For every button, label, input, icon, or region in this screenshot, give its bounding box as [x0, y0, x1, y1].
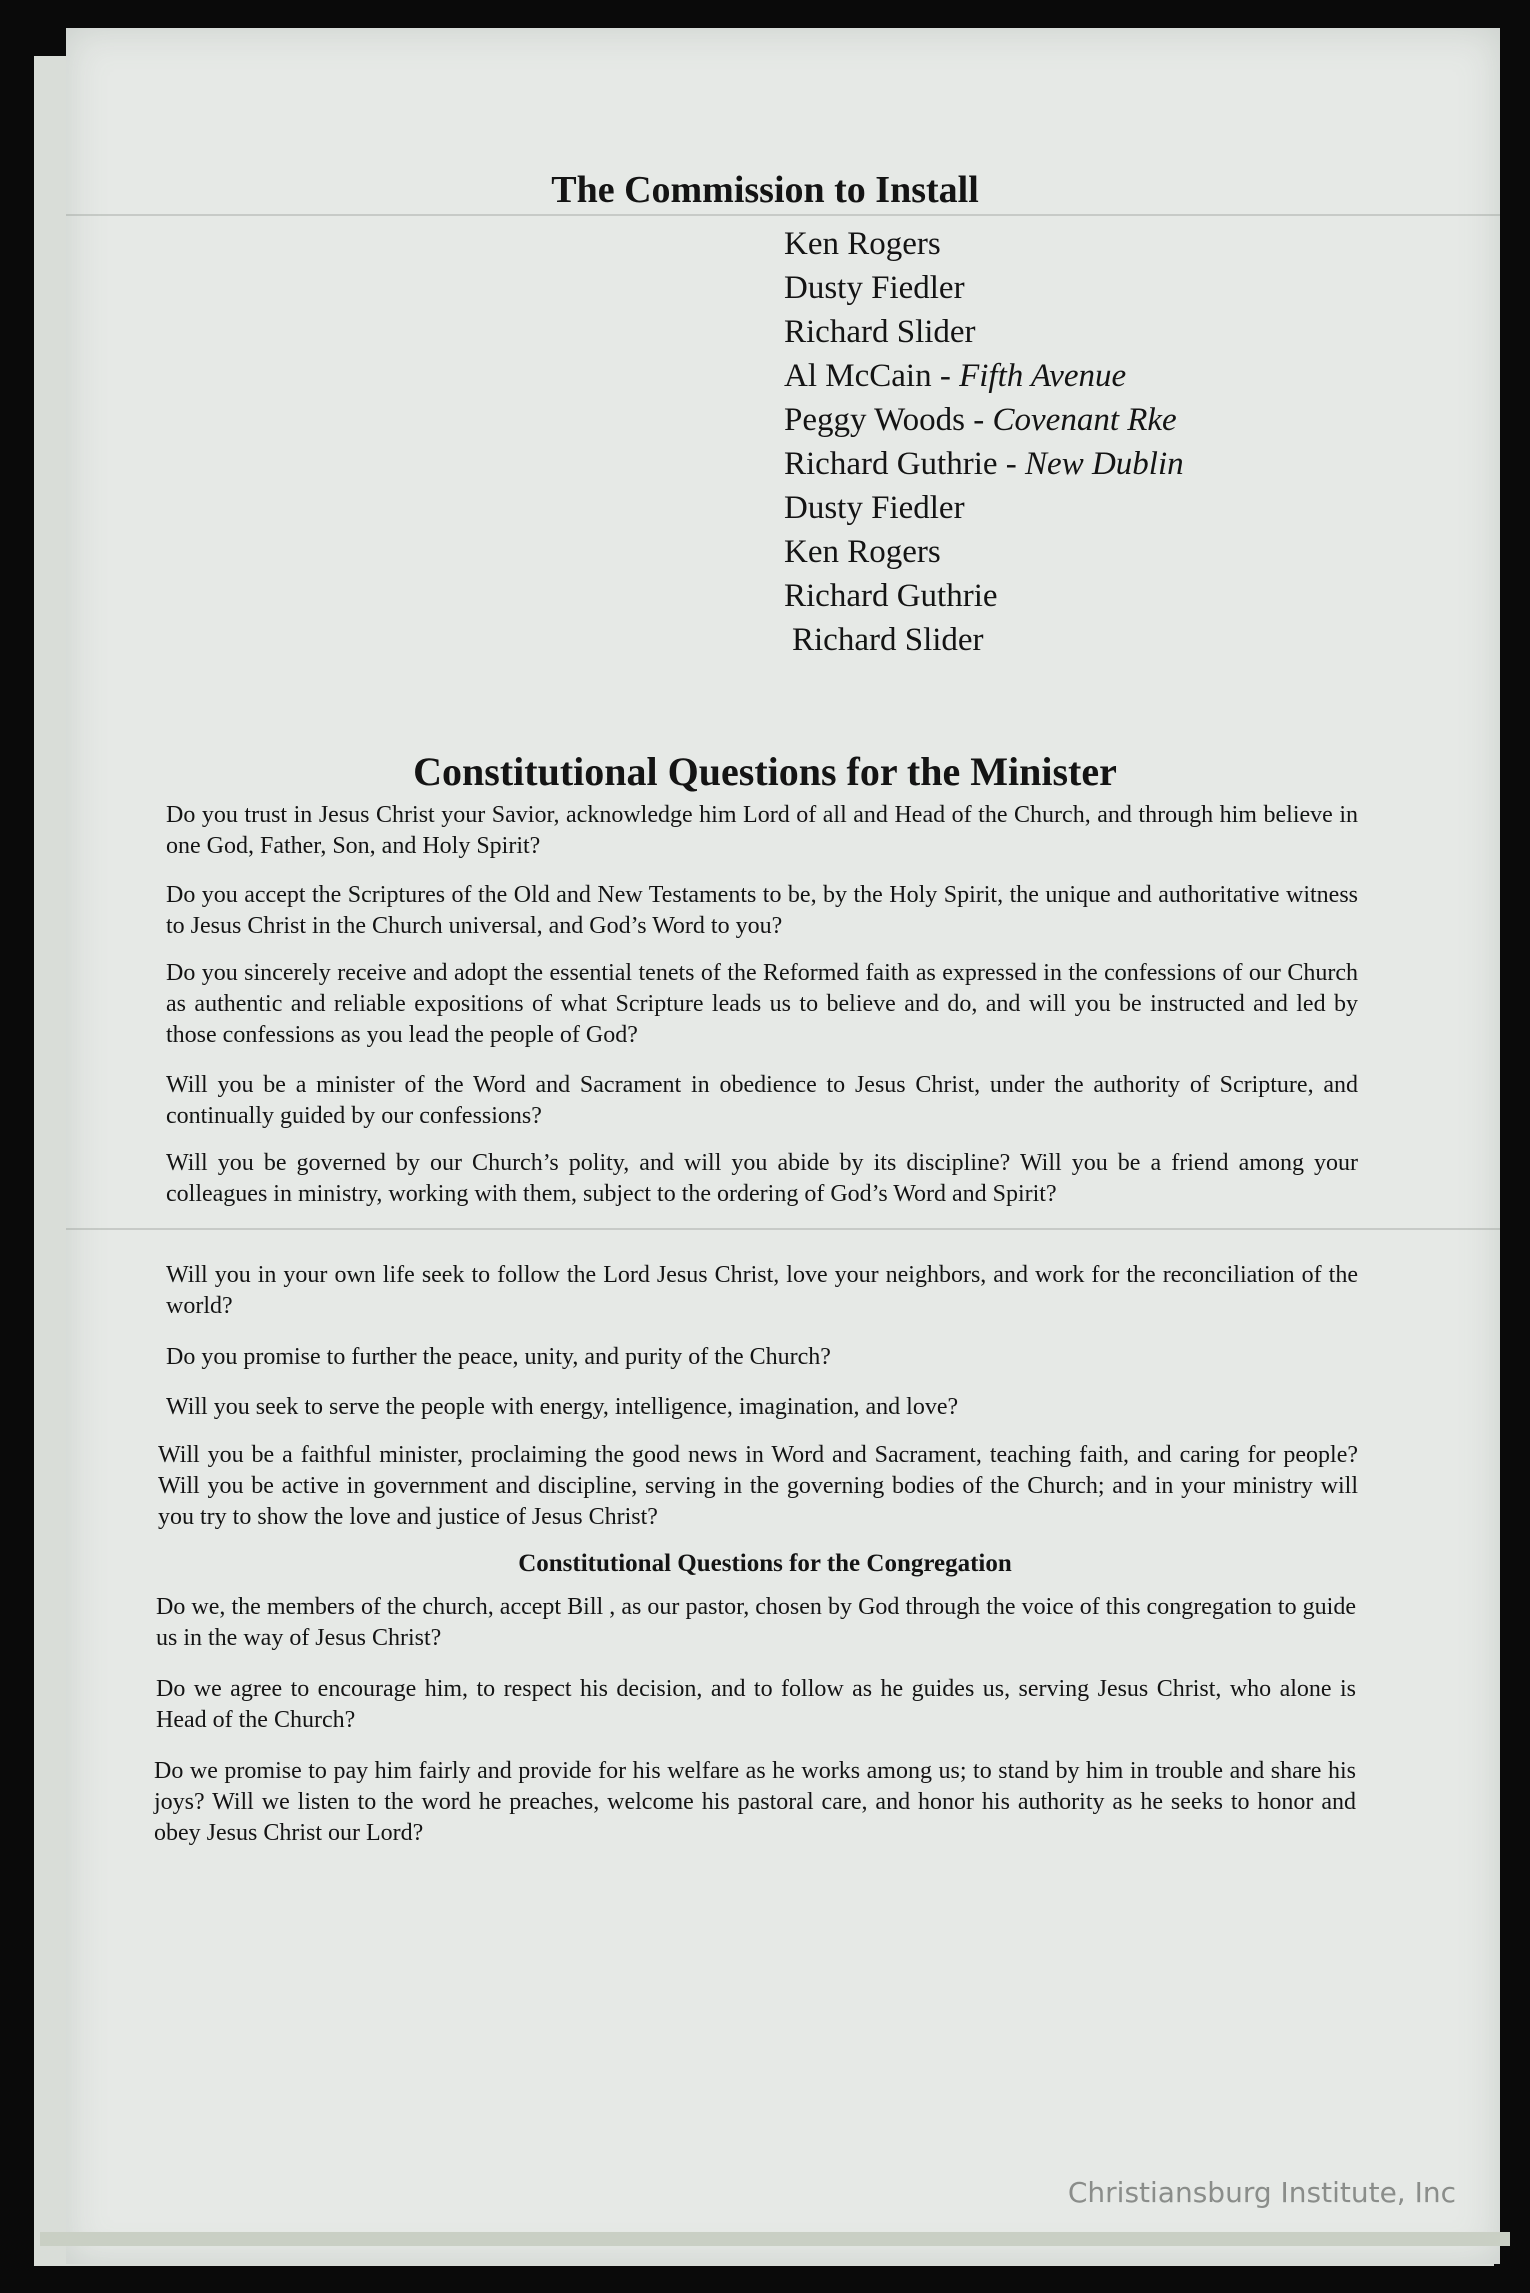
elder-church: Fifth Avenue — [959, 358, 1127, 394]
commission-title: The Commission to Install — [551, 169, 979, 211]
minister-question: Will you be governed by our Church’s polity, and will you abide by its discipline? Will you be a friend among your colleagues in ministry, working with them, subject to the ordering of God’s Word and Spirit? — [166, 1150, 1358, 1207]
fold-crease — [66, 214, 1500, 216]
congregation-question: Do we agree to encourage him, to respect his decision, and to follow as he guides us, serving Jesus Christ, who alone is Head of the Church? — [156, 1676, 1356, 1733]
minister-question: Do you trust in Jesus Christ your Savior, acknowledge him Lord of all and Head of the Church, and through him believe in one God, Father, Son, and Holy Spirit? — [166, 802, 1358, 859]
minister-name: Ken Rogers — [784, 226, 941, 262]
minister-question: Do you accept the Scriptures of the Old and New Testaments to be, by the Holy Spirit, the unique and authoritative witness to Jesus Christ in the Church universal, and God’s Word to you? — [166, 882, 1358, 939]
congregation-question: Do we, the members of the church, accept Bill , as our pastor, chosen by God through the voice of this congregation to guide us in the way of Jesus Christ? — [156, 1594, 1356, 1651]
minister-question: Will you be a minister of the Word and Sacrament in obedience to Jesus Christ, under the authority of Scripture, and continually guided by our confessions? — [166, 1072, 1358, 1129]
fold-crease — [66, 1228, 1500, 1230]
congregation-question: Do we promise to pay him fairly and provide for his welfare as he works among us; to stand by him in trouble and share his joys? Will we listen to the word he preaches, welcome his pastoral care, and honor his authority as he seeks to honor and obey Jesus Christ our Lord? — [154, 1758, 1356, 1846]
elder-church: New Dublin — [1025, 446, 1184, 482]
elder-separator: - — [931, 358, 960, 394]
document-page — [66, 28, 1500, 2264]
elder-separator: - — [965, 402, 993, 438]
elder-name: Al McCain — [784, 358, 932, 394]
minister-name: Richard Slider — [784, 314, 976, 350]
minister-name: Dusty Fiedler — [784, 270, 965, 306]
minister-questions-title: Constitutional Questions for the Minister — [413, 749, 1117, 794]
minister-question: Will you in your own life seek to follow the Lord Jesus Christ, love your neighbors, and work for the reconciliation of the world? — [166, 1262, 1358, 1319]
role-value: Ken Rogers — [784, 534, 941, 570]
congregation-questions-title: Constitutional Questions for the Congregation — [518, 1550, 1012, 1577]
minister-question: Will you be a faithful minister, proclaiming the good news in Word and Sacrament, teaching faith, and caring for people? Will you be active in government and discipline, serving in the governing bodies of the Church; and in your ministry will you try to show the love and justice of Jesus Christ? — [158, 1442, 1358, 1530]
minister-question: Do you sincerely receive and adopt the essential tenets of the Reformed faith as expressed in the confessions of our Church as authentic and reliable expositions of what Scripture leads us to believe and do, and will you be instructed and led by those confessions as you lead the people of God? — [166, 960, 1358, 1048]
elder-separator: - — [997, 446, 1026, 482]
elder-name: Peggy Woods — [784, 402, 966, 438]
role-value: Richard Guthrie — [784, 578, 998, 614]
elder-entry — [784, 446, 1184, 483]
page-edge — [40, 2232, 1510, 2246]
role-value: Dusty Fiedler — [784, 490, 965, 526]
watermark: Christiansburg Institute, Inc — [1067, 2176, 1456, 2209]
minister-question: Will you seek to serve the people with energy, intelligence, imagination, and love? — [166, 1394, 959, 1420]
role-value: Richard Slider — [792, 622, 984, 658]
elder-name: Richard Guthrie — [784, 446, 998, 482]
elder-entry — [784, 358, 1126, 395]
minister-question: Do you promise to further the peace, unity, and purity of the Church? — [166, 1344, 831, 1370]
elder-church: Covenant Rke — [992, 402, 1177, 438]
elder-entry — [784, 402, 1177, 439]
